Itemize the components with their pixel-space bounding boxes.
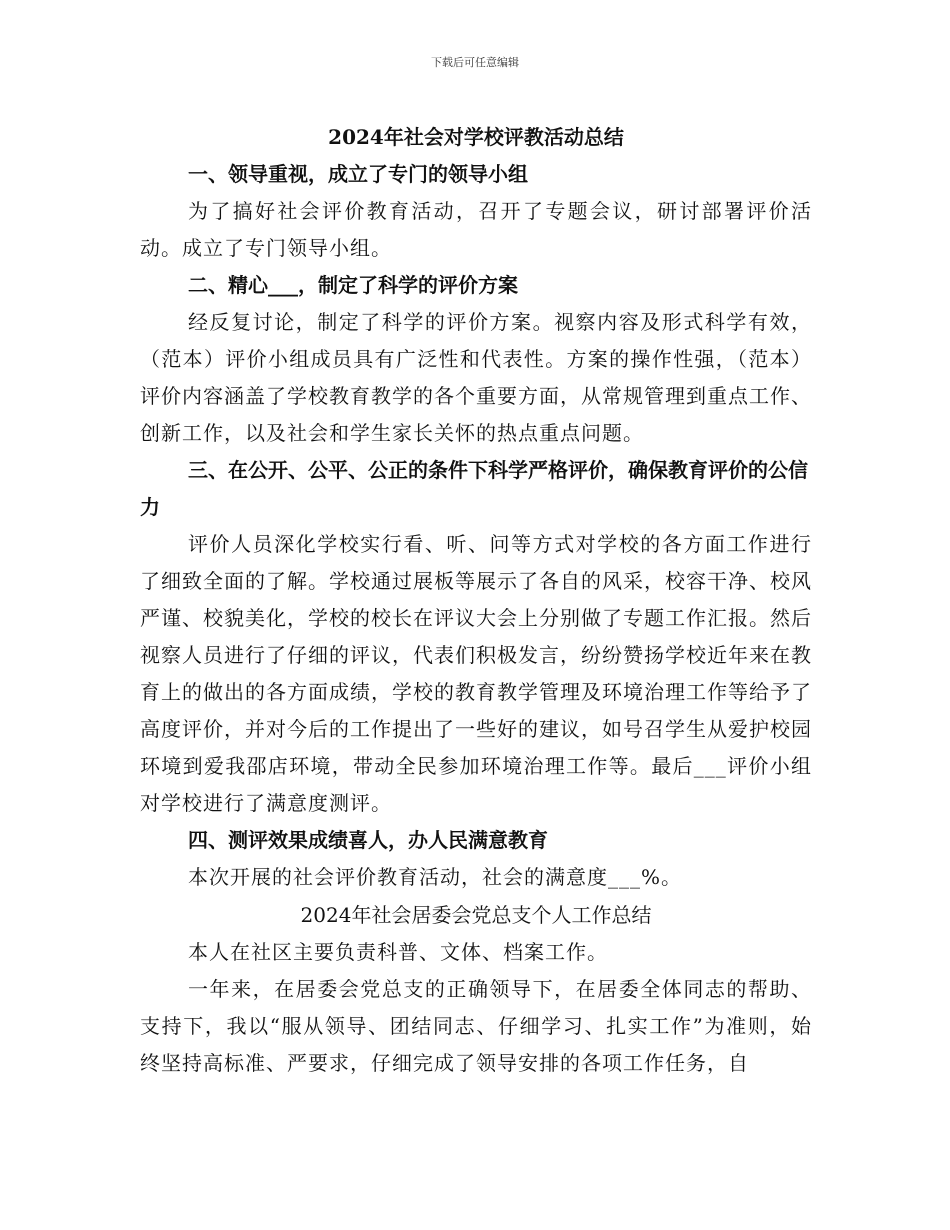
section-heading-3: 三、在公开、公平、公正的条件下科学严格评价，确保教育评价的公信力 [140, 458, 808, 519]
document-content [140, 118, 812, 1082]
second-document-title: 2024年社会居委会党总支个人工作总结 [300, 903, 652, 927]
section-2-paragraph: 经反复讨论，制定了科学的评价方案。视察内容及形式科学有效，（范本）评价小组成员具有广泛性和代表性。方案的操作性强，（范本）评价内容涵盖了学校教育教学的各个重要方面，从常规管理到重点工作、创新工作，以及社会和学生家长关怀的热点重点问题。 [140, 310, 812, 445]
section-3-paragraph: 评价人员深化学校实行看、听、问等方式对学校的各方面工作进行了细致全面的了解。学校通过展板等展示了各自的风采，校容干净、校风严谨、校貌美化，学校的校长在评议大会上分别做了专题工作汇报。然后视察人员进行了仔细的评议，代表们积极发言，纷纷赞扬学校近年来在教育上的做出的各方面成绩，学校的教育教学管理及环境治理工作等给予了高度评价，并对今后的工作提出了一些好的建议，如号召学生从爱护校园环境到爱我邵店环境，带动全民参加环境治理工作等。最后___评价小组对学校进行了满意度测评。 [140, 532, 812, 815]
second-document-paragraph-1: 本人在社区主要负责科普、文体、档案工作。 [188, 940, 608, 964]
section-4-paragraph: 本次开展的社会评价教育活动，社会的满意度___%。 [188, 865, 683, 889]
document-title: 2024年社会对学校评教活动总结 [328, 125, 624, 149]
section-heading-1: 一、领导重视，成立了专门的领导小组 [188, 162, 528, 186]
second-document-paragraph-2: 一年来，在居委会党总支的正确领导下，在居委全体同志的帮助、支持下，我以“服从领导、团结同志、仔细学习、扎实工作”为准则，始终坚持高标准、严要求，仔细完成了领导安排的各项工作任务，自 [140, 977, 812, 1075]
section-heading-4: 四、测评效果成绩喜人，办人民满意教育 [188, 828, 548, 852]
header-note: 下载后可任意编辑 [431, 56, 519, 69]
section-1-paragraph: 为了搞好社会评价教育活动，召开了专题会议，研讨部署评价活动。成立了专门领导小组。 [140, 199, 812, 260]
section-heading-2: 二、精心___，制定了科学的评价方案 [188, 273, 518, 297]
